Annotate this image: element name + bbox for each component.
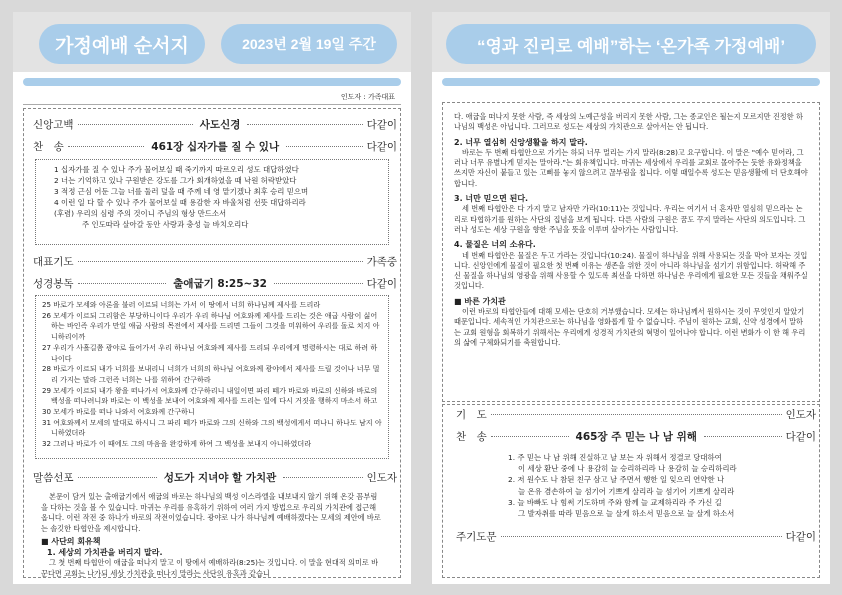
order-hymn	[456, 428, 816, 444]
verse: 26 모세가 이르되 그리함은 부당하니이다 우리가 우리 하나님 여호와께 제사를 드리는 것은 애굽 사람이 싫어하는 바인즉 우리가 만일 애굽 사람의 목전에서 제사를 드리면 그들이 그것을 미워하여 우리를 돌로 치지 아니하리이까	[42, 310, 380, 342]
order-label: 신앙고백	[33, 118, 74, 131]
point-heading: 3. 너만 믿으면 된다.	[454, 194, 529, 204]
left-page	[13, 12, 411, 584]
sermon-text	[35, 488, 389, 576]
sermon-continued	[448, 108, 814, 398]
order-reading	[33, 275, 397, 291]
order-title: 출애굽기 8:25~32	[173, 277, 267, 290]
verse: 25 바로가 모세와 아론을 불러 이르되 너희는 가서 이 땅에서 너희 하나님께 제사를 드리라	[42, 300, 321, 309]
verse: 28 바로가 이르되 내가 너희를 보내리니 너희가 너희의 하나님 여호와께 광야에서 제사를 드릴 것이나 너무 멀리 가지는 말라 그런즉 너희는 나를 위하여 간구하라	[42, 364, 380, 384]
hymn-line: 4 이런 일 다 할 수 있나 주가 물어보실 때 용감한 자 바울처럼 선뜻 대답하리라	[54, 198, 306, 207]
hymn-line: 1. 주 믿는 나 남 위해 진실하고 날 보는 자 위해서 정결코 당대하여	[508, 453, 722, 462]
order-title: 사도신경	[199, 118, 241, 131]
order-title: 성도가 지녀야 할 가치관	[163, 471, 277, 484]
order-title: 461장 십자가를 질 수 있나	[151, 140, 280, 153]
order-label: 대표기도	[33, 255, 74, 268]
order-title: 465장 주 믿는 나 남 위해	[575, 430, 697, 443]
order-confession	[33, 116, 397, 132]
verse: 32 그러나 바로가 이 때에도 그의 마음을 완강하게 하여 그 백성을 보내지 아니하였더라	[42, 439, 312, 449]
point-text: 그 첫 번째 타협안이 애굽을 떠나지 말고 이 땅에서 예배하라(8:25)는 것입니다. 이 말을 현대적 의미로 바꾼다면 교회는 나가되 세상 가치관을 떠나지 말라는 사단의 유혹과 같습니	[41, 558, 379, 578]
verse: 31 여호와께서 모세의 말대로 하시니 그 파리 떼가 바로와 그의 신하와 그의 백성에게서 떠나니 하나도 남지 아니하였더라	[42, 417, 382, 438]
right-page	[432, 12, 830, 584]
left-divider	[23, 78, 401, 86]
order-hymn	[33, 138, 397, 154]
section-heading: ■ 사단의 회유책	[41, 537, 101, 546]
order-who: 다같이	[366, 140, 397, 153]
hymn-line: 3. 늘 바빠도 나 힘써 기도하며 주와 함께 늘 교제하리라 주 가신 길	[508, 497, 722, 507]
order-who: 다같이	[366, 118, 397, 131]
point-text: 네 번째 타협안은 물질은 두고 가라는 것입니다(10:24). 물질이 하나님을 위해 사용되는 것을 막아 보자는 것입니다. 신앙인에게 물질이 필요한 첫 번째 이유는 생존을 위한 것이 아니라 하나님을 섬기기 위함입니다. 허락해 주신 물질을 하나님의 영광을 위해 사용할 수 있도록 최선을 다하면 하나님은 우리에게 필요한 모든 것들을 채워주실 것입니다.	[454, 250, 808, 291]
point-text: 세 번째 타협안은 다 가지 말고 남자만 가라(10:11)는 것입니다. 우리는 여기서 너 혼자만 열심히 믿으라는 논리로 타협하기를 원하는 사단의 집념을 보게 됩니다. 다른 사람의 구원은 꿈도 꾸지 말라는 사단의 의도입니다. 그러나 성도는 세상 구원을 향한 주님을 뜻을 이루며 살아가는 사람입니다.	[454, 204, 806, 234]
hymn-line: 2. 저 원수도 나 참된 친구 삼고 날 주면서 행한 일 잊으리 연약한 나	[508, 475, 725, 485]
hymn-line: 주 인도따라 살아갈 동안 사랑과 충성 늘 바치오리다	[82, 220, 249, 229]
point-heading: 2. 너무 열심히 신앙생활을 하지 말라.	[454, 137, 588, 147]
closing-hymn-lyrics	[502, 448, 760, 528]
order-sermon	[33, 469, 397, 485]
hymn-line: 1 십자가를 질 수 있나 주가 물어보실 때 죽기까지 따르오리 성도 대답하였다	[54, 165, 299, 174]
order-label: 말씀선포	[33, 471, 74, 484]
order-label: 기 도	[456, 408, 487, 421]
order-who: 다같이	[785, 530, 816, 543]
scripture-box	[35, 295, 389, 459]
verse: 29 모세가 이르되 내가 왕을 떠나가서 여호와께 간구하리니 내일이면 파리 떼가 바로와 바로의 신하와 바로의 백성을 떠나려니와 바로는 이 백성을 보내어 여호와께 제사를 드리는 일에 다시 거짓을 행하지 마소서 하고	[42, 385, 378, 406]
point-heading: 4. 물질은 너의 소유다.	[454, 240, 536, 250]
left-title: 가정예배 순서지	[39, 24, 205, 64]
verse: 30 모세가 바로를 떠나 나와서 여호와께 간구하니	[42, 407, 195, 417]
order-who: 가족중	[366, 255, 397, 268]
leader-label: 인도자 : 가족대표	[340, 93, 395, 101]
order-prayer	[33, 253, 397, 269]
hymn-line: 그 발자취를 따라 믿음으로 늘 살게 하소서 믿음으로 늘 살게 하소서	[518, 509, 735, 519]
verse: 27 우리가 사흘길쯤 광야로 들어가서 우리 하나님 여호와께 제사를 드리되 우리에게 명령하시는 대로 하려 하나이다	[42, 342, 378, 363]
order-label: 성경봉독	[33, 277, 74, 290]
order-label: 찬 송	[33, 140, 64, 153]
right-title: “영과 진리로 예배”하는 ‘온가족 가정예배’	[446, 24, 816, 64]
order-label: 주기도문	[456, 530, 497, 543]
order-who: 다같이	[785, 430, 817, 443]
hymn-line: 늘 온유 겸손하여 늘 섬기어 기쁘게 살리라 늘 섬기어 기쁘게 살리라	[518, 486, 735, 496]
order-who: 다같이	[366, 277, 397, 290]
hymn-lyrics-box	[35, 159, 389, 245]
sermon-cont-text: 다. 애굽을 떠나지 못한 사람, 즉 세상의 노예근성을 버리지 못한 사람, 그는 종교인은 될는지 모르지만 진정한 하나님의 백성은 아닙니다. 그러므로 성도는 세상의 가치관으로 살아서는 안 됩니다.	[454, 112, 803, 132]
sermon-intro: 본문이 담겨 있는 출애굽기에서 애굽의 바로는 하나님의 백성 이스라엘을 내보내지 않기 위해 온갖 꼼부림을 다하는 것을 볼 수 있습니다. 마귀는 우리를 유혹하기 위하여 여러 가지 방법으로 우리의 가치관에 접근해 옵니다. 이런 작전 중 하나가 바로의 작전이었습니다. 광야로 나가 하나님께 예배하겠다는 모세의 제안에 바로는 솔깃한 타협안을 제시합니다.	[41, 492, 381, 533]
order-who: 인도자	[785, 408, 816, 421]
order-who: 인도자	[366, 471, 398, 484]
conclusion-text: 이런 바로의 타협안들에 대해 모세는 단호히 거부했습니다. 모세는 하나님께서 원하시는 것이 무엇인지 알았기 때문입니다. 세속적인 가치관으로는 하나님을 영화롭게 할 수 없습니다. 주님이 원하는 교회, 신약 성경에서 말하는 교회 원형을 회복하기 위해서는 우리에게 성경적 가치관의 혁명이 일어나야 합니다. 이런 변화가 이 한 해 우리의 삶에 구체화되기를 축원합니다.	[454, 307, 806, 347]
hymn-line: 이 세상 환난 중에 나 용감히 늘 승리하리라 나 용감히 늘 승리하리라	[518, 464, 737, 474]
order-lords-prayer	[456, 528, 816, 544]
point-heading: 1. 세상의 가치관을 버리지 말라.	[47, 547, 163, 557]
section-heading: ■ 바른 가치관	[454, 296, 506, 306]
hymn-line: 3 적정 근심 어둔 그늘 너를 둘러 덮을 때 주께 네 영 맡기겠나 최후 승리 믿으며	[54, 187, 309, 196]
hymn-line: 2 너는 기억하고 있나 구원받은 강도를 그가 회개하였을 때 낙원 허락받았다	[54, 176, 297, 185]
week-label: 2023년 2월 19일 주간	[221, 24, 397, 64]
hymn-line: (후렴) 우리의 심령 주의 것이니 주님의 형상 만드소서	[54, 209, 227, 218]
point-text: 바로는 두 번째 타협안으로 가기는 하되 너무 멀리는 가지 말라(8:28)고 요구합니다. 이 말은 "예수 믿어라, 그러나 너무 유별나게 믿지는 말아라."는 회유책입니다. 마귀는 세상에서 우리를 교회로 몰아주는 듯한 유화정책을 쓰지만 자신이 붙들고 있는 고삐를 놓지 않으려고 끊부림을 칩니다. 이렇 때일수록 성도는 믿음생활에 더 단호해야 합니다.	[454, 147, 808, 188]
order-label: 찬 송	[456, 430, 487, 443]
left-rule	[23, 104, 401, 105]
right-divider	[442, 78, 820, 86]
order-prayer	[456, 406, 816, 422]
